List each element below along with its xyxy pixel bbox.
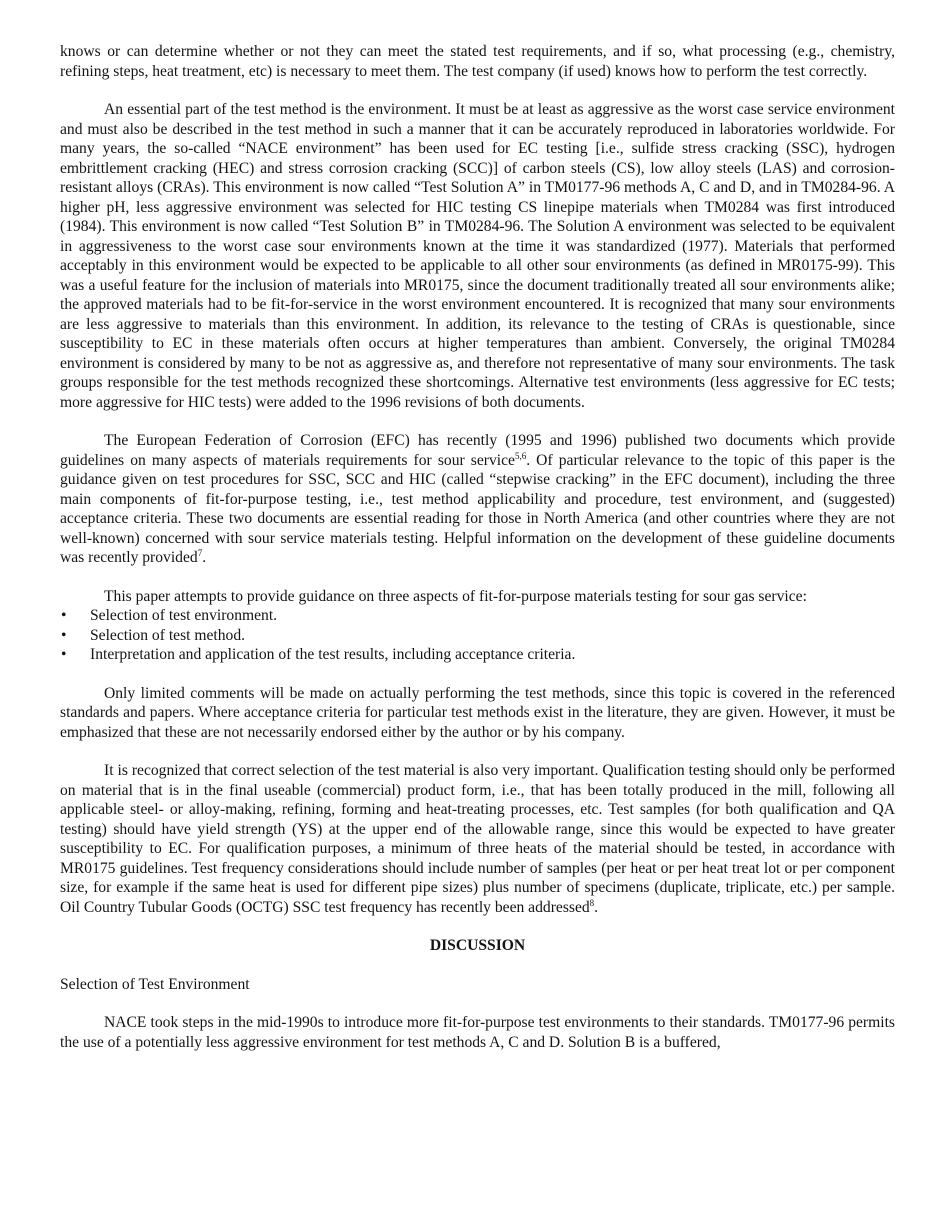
section-heading-discussion: DISCUSSION [429,937,526,954]
scope-bullet-list [60,606,895,665]
test-material-text: It is recognized that correct selection of the test material is also very important. Qualification testing should only be performed on material that is in the final useable (commercial) product form, i.e., that has been totally produced in the mill, following all applicable steel- or alloy-making, refining, forming and heat-treating processes, etc. Test samples (for both qualification and QA testing) should have yield strength (YS) at the upper end of the allowable range, since this would be expected to have greater susceptibility to EC. For qualification purposes, a minimum of three heats of the material should be tested, in accordance with MR0175 guidelines. Test frequency considerations should include number of samples (per heat or per heat treat lot or per component size, for example if the same heat is used for different pipe sizes) plus number of specimens (duplicate, triplicate, etc.) per sample. Oil Country Tubular Goods (OCTG) SSC test frequency has recently been addressed [60,762,895,916]
bullet-glyph: • [61,646,67,663]
bullet-text: Selection of test method. [90,626,246,644]
paragraph-test-material [60,761,895,917]
subsection-heading-test-environment: Selection of Test Environment [60,975,250,993]
efc-text-part-1: The European Federation of Corrosion (EFC) has recently (1995 and 1996) published two documents which provide guidelines on many aspects of materials requirements for sour service [60,432,895,469]
reference-superscript-8: 8 [589,897,595,908]
bullet-glyph: • [61,626,67,644]
bullet-text: Interpretation and application of the test results, including acceptance criteria. [90,646,576,663]
document-page [60,42,895,1071]
efc-text-part-3: . [202,549,207,566]
paragraph-continuation: knows or can determine whether or not they can meet the stated test requirements, and if so, what processing (e.g., chemistry, refining steps, heat treatment, etc) is necessary to meet them. The test company (if used) knows how to perform the test correctly. [60,43,895,80]
bullet-item [60,626,895,646]
bullet-item [60,645,895,665]
paragraph-test-environment: An essential part of the test method is the environment. It must be at least as aggressive as the worst case service environment and must also be described in the test method in such a manner that it can be accurately reproduced in laboratories worldwide. For many years, the so-called “NACE environment” has been used for EC testing [i.e., sulfide stress cracking (SSC), hydrogen embrittlement cracking (HEC) and stress corrosion cracking (SCC)] of carbon steels (CS), low alloy steels (LAS) and corrosion-resistant alloys (CRAs). This environment is now called “Test Solution A” in TM0177-96 methods A, C and D, and in TM0284-96. A higher pH, less aggressive environment was selected for HIC testing CS linepipe materials when TM0284 was first introduced (1984). This environment is now called “Test Solution B” in TM0284-96. The Solution A environment was selected to be equivalent in aggressiveness to the worst case sour environments known at the time it was standardized (1977). Materials that performed acceptably in this environment would be expected to be applicable to all other sour environments (as defined in MR0175-99). This was a useful feature for the inclusion of materials into MR0175, since the document traditionally treated all sour environments alike; the approved materials had to be fit-for-service in the worst environment encountered. It is recognized that many sour environments are less aggressive to materials than this environment. In addition, its relevance to the testing of CRAs is questionable, since susceptibility to EC in these materials often occurs at higher temperatures than ambient. Conversely, the original TM0284 environment is considered by many to be not as aggressive as, and therefore not representative of many sour environments. The task groups responsible for the test methods recognized these shortcomings. Alternative test environments (less aggressive for EC tests; more aggressive for HIC tests) were added to the 1996 revisions of both documents. [60,101,895,411]
paragraph-limited-comments: Only limited comments will be made on actually performing the test methods, since this topic is covered in the referenced standards and papers. Where acceptance criteria for particular test methods exist in the literature, they are given. However, it must be emphasized that these are not necessarily endorsed either by the author or by his company. [60,684,895,741]
bullet-item [60,606,895,626]
bullet-text: Selection of test environment. [90,607,278,624]
paragraph-nace-steps: NACE took steps in the mid-1990s to introduce more fit-for-purpose test environments to their standards. TM0177-96 permits the use of a potentially less aggressive environment for test methods A, C and D. Solution B is a buffered, [60,1014,895,1051]
bullet-glyph: • [61,607,67,624]
reference-superscript-5-6: 5,6 [514,450,527,461]
reference-superscript-7: 7 [197,548,203,558]
efc-text-part-2: . Of particular relevance to the topic of this paper is the guidance given on test procedures for SSC, SCC and HIC (called “stepwise cracking” in the EFC document), including the three main components of fit-for-purpose testing, i.e., test method applicability and procedure, test environment, and (suggested) acceptance criteria. These two documents are essential reading for those in North America (and other countries where they are not well-known) concerned with sour service materials testing. Helpful information on the development of these guideline documents was recently provided [60,451,895,566]
paragraph-paper-scope: This paper attempts to provide guidance on three aspects of fit-for-purpose materials testing for sour gas service: [104,587,807,605]
test-material-text-end: . [594,898,599,916]
paragraph-efc-guidelines [60,431,895,568]
